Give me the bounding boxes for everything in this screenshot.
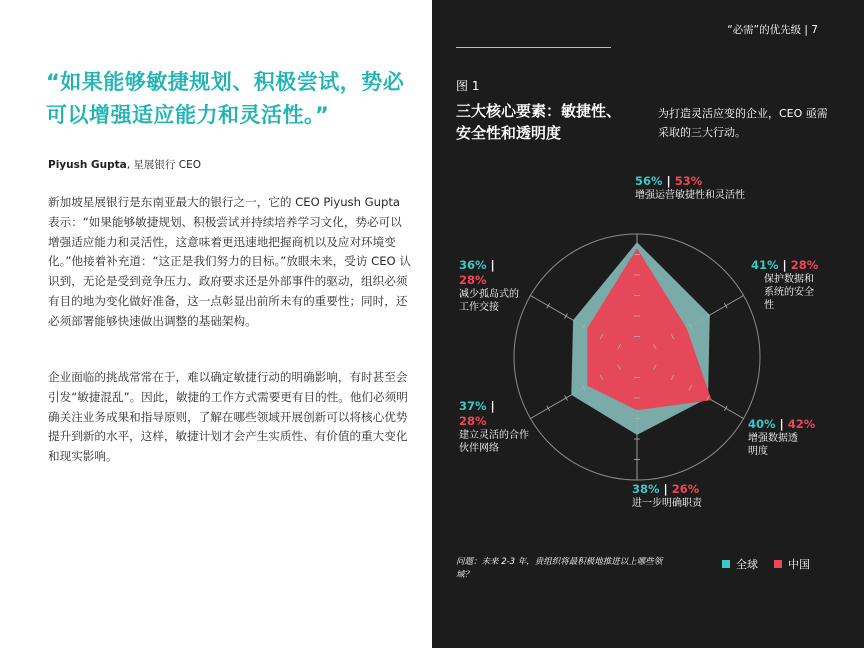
accountability-label: 进一步明确职责 bbox=[632, 498, 702, 509]
legend-china bbox=[774, 556, 810, 572]
legend-china-label: 中国 bbox=[788, 558, 810, 571]
silos-label: 减少孤岛式的工作交接 bbox=[459, 289, 519, 313]
partners-label: 建立灵活的合作伙伴网络 bbox=[459, 430, 529, 454]
radar-tick bbox=[547, 406, 550, 411]
agility-china-value: 53% bbox=[674, 174, 703, 188]
legend-global-swatch bbox=[722, 560, 730, 568]
legend-global-label: 全球 bbox=[736, 558, 758, 571]
axis-label-silos: 36% | 28% 减少孤岛式的工作交接 bbox=[459, 258, 519, 313]
radar-tick bbox=[565, 395, 568, 400]
accountability-global-value: 38% bbox=[632, 482, 660, 496]
axis-label-partners: 37% | 28% 建立灵活的合作伙伴网络 bbox=[459, 399, 529, 454]
silos-global-value: 36% bbox=[459, 258, 487, 272]
axis-label-transparency: 40% | 42% 增强数据透明度 bbox=[748, 417, 816, 457]
agility-label: 增强运营敏捷性和灵活性 bbox=[635, 190, 745, 201]
security-china-value: 28% bbox=[790, 258, 819, 272]
radar-tick bbox=[724, 303, 727, 308]
chart-legend bbox=[722, 556, 810, 572]
silos-china-value: 28% bbox=[459, 273, 487, 287]
security-global-value: 41% bbox=[751, 258, 779, 272]
author-title: , 星展银行 CEO bbox=[126, 159, 201, 171]
security-label: 保护数据和系统的安全性 bbox=[764, 274, 814, 311]
partners-china-value: 28% bbox=[459, 414, 487, 428]
transparency-label: 增强数据透明度 bbox=[748, 433, 798, 457]
axis-label-accountability: 38% | 26% 进一步明确职责 bbox=[632, 482, 702, 509]
body-paragraph-1: 新加坡星展银行是东南亚最大的银行之一，它的 CEO Piyush Gupta 表示：“如果能够敏捷规划、积极尝试并持续培养学习文化，势必可以增强适应能力和灵活性，这意味着更迅速地把握商机以及应对环境变化。”他接着补充道：“这正是我们努力的目标。”放眼未来，受访 CEO 认识到，无论是受到竞争压力、政府要求还是外部事件的驱动，组织必须有目的地为变化做好准备，这一点彰显出前所未有的重要性；同时，还必须部署能够快速做出调整的基础架构。 bbox=[48, 195, 411, 328]
agility-global-value: 56% bbox=[635, 174, 663, 188]
legend-global bbox=[722, 556, 758, 572]
radar-tick bbox=[565, 313, 568, 318]
figure-subtitle: 为打造灵活应变的企业，CEO 亟需采取的三大行动。 bbox=[658, 107, 828, 139]
radar-tick bbox=[547, 303, 550, 308]
right-page bbox=[432, 0, 864, 648]
pull-quote: “如果能够敏捷规划、积极尝试，势必可以增强适应能力和灵活性。” bbox=[46, 70, 405, 127]
accountability-china-value: 26% bbox=[671, 482, 700, 496]
radar-chart bbox=[432, 0, 864, 648]
author-name: Piyush Gupta bbox=[48, 159, 127, 171]
legend-china-swatch bbox=[774, 560, 782, 568]
partners-global-value: 37% bbox=[459, 399, 487, 413]
axis-label-security: 41% | 28% 保护数据和系统的安全性 bbox=[751, 258, 819, 311]
quote-author bbox=[48, 157, 201, 172]
survey-question: 问题：未来 2-3 年，贵组织将最积极地推进以上哪些领域？ bbox=[456, 557, 663, 580]
radar-tick bbox=[724, 406, 727, 411]
axis-label-agility: 56% | 53% 增强运营敏捷性和灵活性 bbox=[635, 174, 745, 201]
figure-title: 三大核心要素：敏捷性、安全性和透明度 bbox=[456, 102, 622, 142]
transparency-china-value: 42% bbox=[787, 417, 816, 431]
body-paragraph-2: 企业面临的挑战常常在于，难以确定敏捷行动的明确影响，有时甚至会引发“敏捷混乱”。因此，敏捷的工作方式需要更有目的性。他们必须明确关注业务成果和指导原则，了解在哪些领域开展创新可以将核心优势提升到新的水平，这样，敏捷计划才会产生实质性、有价值的重大变化和现实影响。 bbox=[48, 370, 408, 464]
page-header: “必需”的优先级 | 7 bbox=[727, 24, 818, 36]
figure-label: 图 1 bbox=[456, 79, 480, 93]
transparency-global-value: 40% bbox=[748, 417, 776, 431]
